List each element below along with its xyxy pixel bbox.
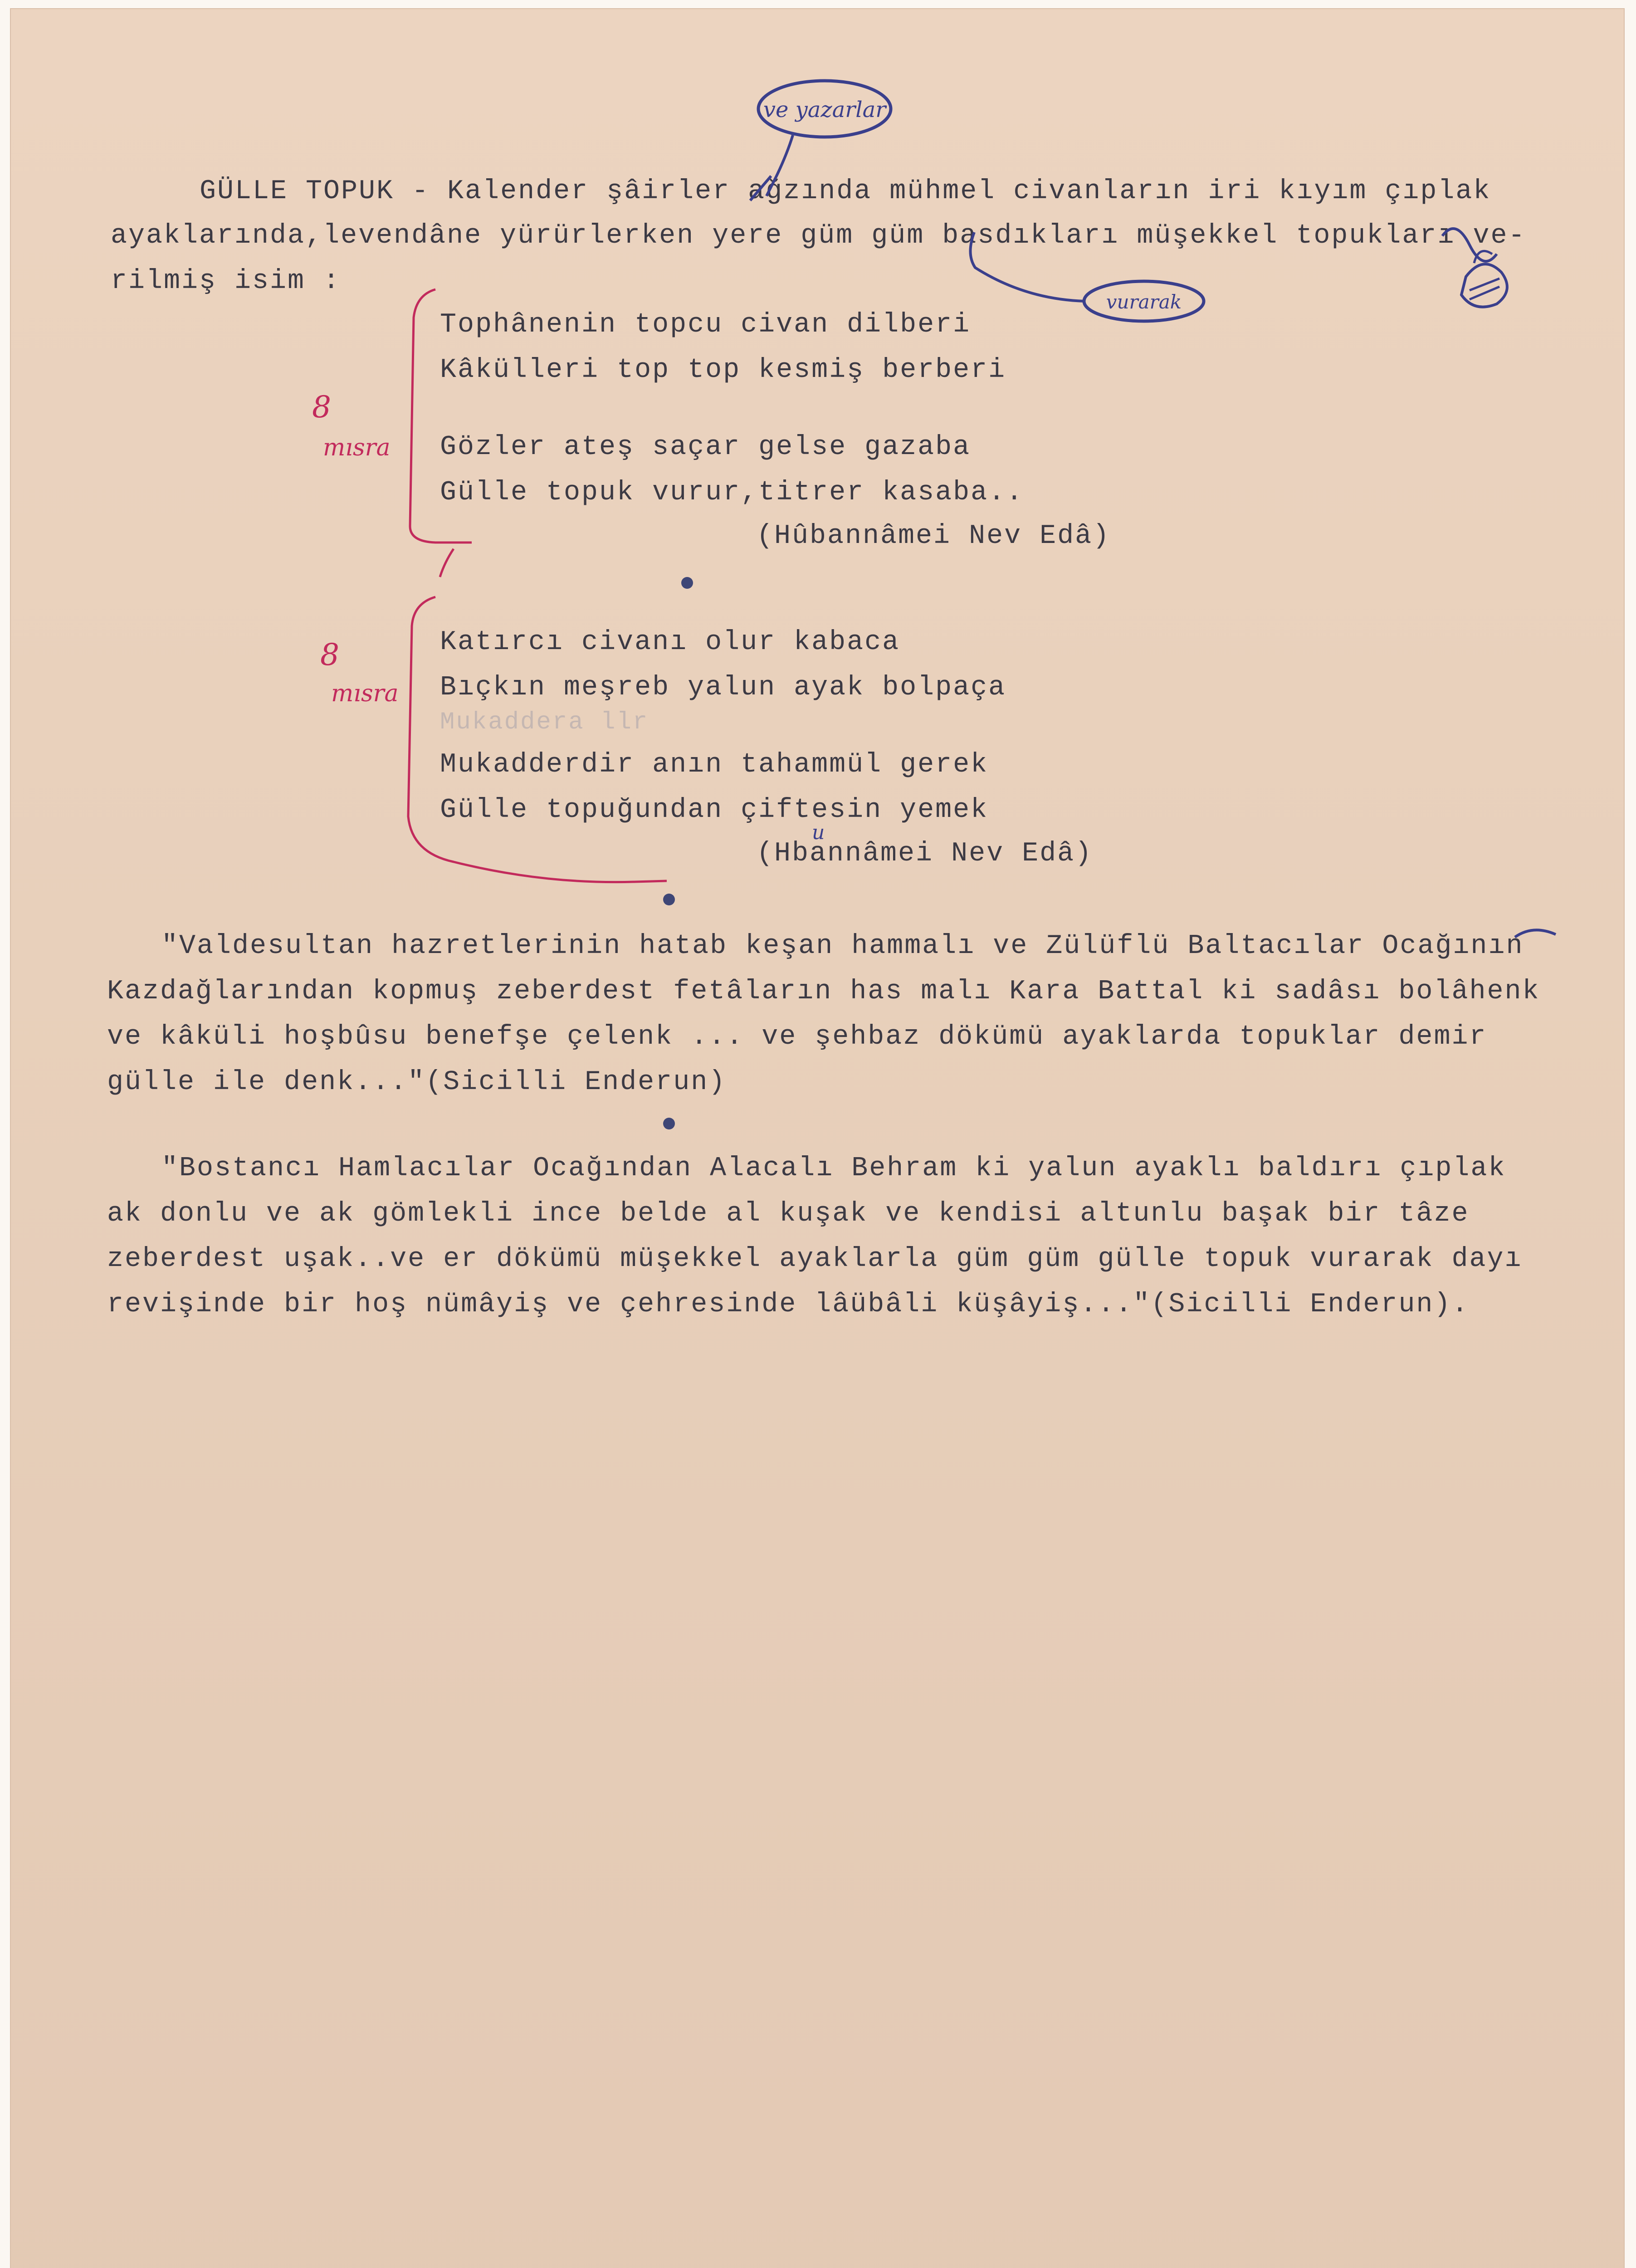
entry-line-2: ayaklarında,levendâne yürürlerken yere güm güm basdıkları müşekkel topukları ve- (111, 220, 1526, 251)
quote1-line-1: "Valdesultan hazretlerinin hatab keşan hammalı ve Zülüflü Baltacılar Ocağının (161, 931, 1524, 962)
poem2-line-1: Katırcı civanı olur kabaca (440, 627, 900, 658)
quote1-line-3: ve kâküli hoşbûsu benefşe çelenk ... ve şehbaz dökümü ayaklarda topuklar demir (107, 1022, 1487, 1052)
annotation-bubble-right-text: vurarak (1106, 291, 1182, 313)
poem2-line-4: Gülle topuğundan çiftesin yemek (440, 795, 989, 826)
margin-note-2: mısra (331, 680, 399, 707)
poem2-source: (Hbannâmei Nev Edâ) (757, 838, 1093, 869)
quote1-line-2: Kazdağlarından kopmuş zeberdest fetâların has malı Kara Battal ki sadâsı bolâhenk (107, 976, 1540, 1007)
quote2-line-1: "Bostancı Hamlacılar Ocağından Alacalı Behram ki yalun ayaklı baldırı çıplak (161, 1153, 1506, 1184)
quote2-line-4: revişinde bir hoş nümâyiş ve çehresinde lâübâli küşâyiş..."(Sicilli Enderun). (107, 1289, 1470, 1320)
poem1-source: (Hûbannâmei Nev Edâ) (757, 521, 1111, 552)
poem2-line-3: Mukadderdir anın tahammül gerek (440, 749, 989, 780)
paper-sheet (11, 9, 1624, 2268)
poem2-struck-line: Mukaddera llr (440, 709, 649, 736)
poem1-line-2: Kâkülleri top top kesmiş berberi (440, 355, 1006, 386)
correction-u: u (812, 821, 825, 844)
quote2-line-3: zeberdest uşak..ve er dökümü müşekkel ayaklarla güm güm gülle topuk vurarak dayı (107, 1244, 1523, 1275)
poem1-line-1: Tophânenin topcu civan dilberi (440, 309, 971, 340)
entry-line-3: rilmiş isim : (111, 266, 341, 297)
poem1-line-4: Gülle topuk vurur,titrer kasaba.. (440, 477, 1024, 508)
section-bullet-1 (681, 577, 693, 589)
annotation-bubble-top-text: ve yazarlar (763, 97, 886, 122)
margin-note-1: mısra (323, 434, 391, 461)
section-bullet-3 (663, 1118, 675, 1129)
quote2-line-2: ak donlu ve ak gömlekli ince belde al kuşak ve kendisi altunlu başak bir tâze (107, 1198, 1470, 1229)
quote1-line-4: gülle ile denk..."(Sicilli Enderun) (107, 1067, 727, 1098)
poem2-line-2: Bıçkın meşreb yalun ayak bolpaça (440, 672, 1006, 703)
section-bullet-2 (663, 894, 675, 905)
margin-number-1: 8 (312, 390, 331, 425)
margin-number-2: 8 (320, 637, 339, 672)
poem1-line-3: Gözler ateş saçar gelse gazaba (440, 432, 971, 463)
entry-line-1: GÜLLE TOPUK - Kalender şâirler ağzında mühmel civanların iri kıyım çıplak (200, 176, 1491, 207)
